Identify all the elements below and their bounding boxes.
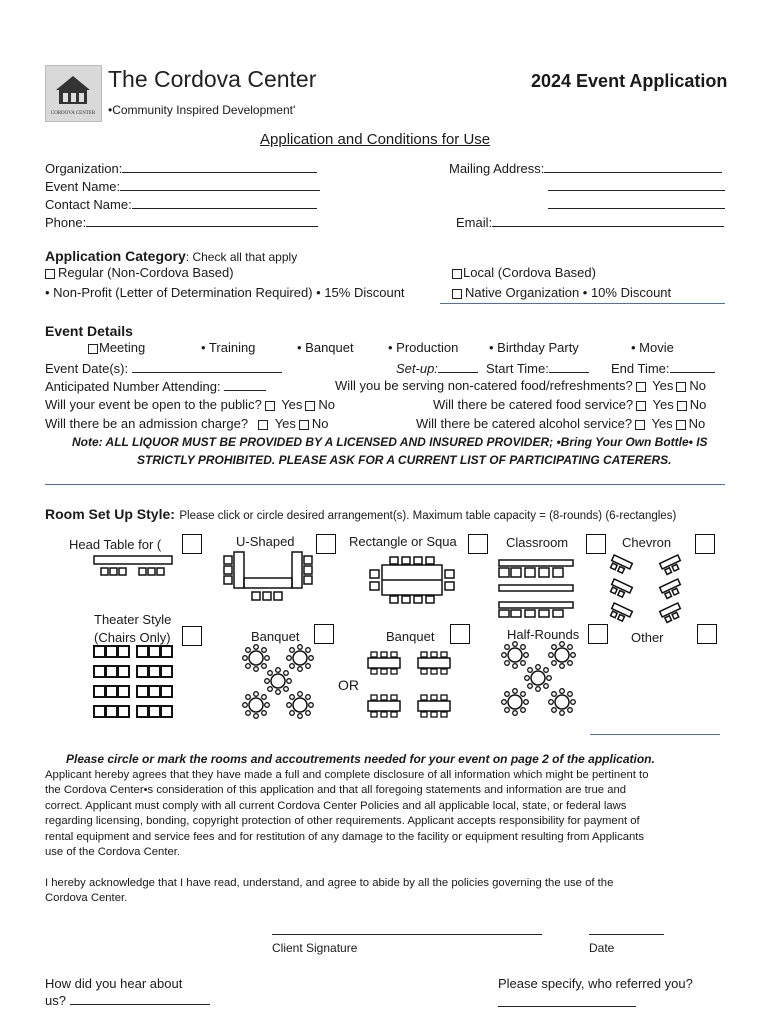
halfrounds-label: Half-Rounds — [507, 627, 580, 642]
theater-diagram — [93, 645, 175, 720]
date-line[interactable] — [589, 934, 664, 935]
head-table-diagram — [93, 555, 173, 579]
classroom-checkbox[interactable] — [586, 534, 606, 554]
native-checkbox[interactable] — [452, 289, 462, 299]
mailing-address-label: Mailing Address: — [449, 160, 722, 176]
category-nonprofit[interactable]: • Non-Profit (Letter of Determination Required) • 15% Discount — [45, 285, 405, 300]
theater-label-1: Theater Style — [94, 612, 172, 627]
terms-line: regarding licensing, bonding, copyright protection of other requirements. Applicant accepts responsibility for payment of — [45, 815, 640, 828]
noncatered-question: Will you be serving non-catered food/refreshments? Yes No — [335, 378, 706, 393]
ushaped-label: U-Shaped — [236, 534, 295, 549]
event-type-production[interactable]: • Production — [388, 340, 459, 355]
attending-label: Anticipated Number Attending: — [45, 378, 266, 394]
mailing-address-line-2[interactable] — [548, 190, 725, 191]
org-title: The Cordova Center — [108, 66, 317, 92]
end-time-field[interactable] — [670, 360, 715, 373]
theater-label-2: (Chairs Only) — [94, 630, 171, 645]
mailing-address-line-3[interactable] — [548, 208, 725, 209]
banquet-label-2: Banquet — [386, 629, 435, 644]
divider — [45, 484, 725, 485]
liquor-note-line-2: STRICTLY PROHIBITED. PLEASE ASK FOR A CURRENT LIST OF PARTICIPATING CATERERS. — [137, 453, 672, 467]
rectangle-diagram — [366, 555, 461, 605]
application-title: 2024 Event Application — [531, 71, 728, 91]
email-field[interactable] — [492, 214, 724, 227]
referred-field[interactable] — [498, 1006, 636, 1007]
hear-about-label-2: us? — [45, 992, 210, 1008]
public-no-checkbox[interactable] — [305, 401, 315, 411]
catered-no-checkbox[interactable] — [677, 401, 687, 411]
room-setup-heading: Room Set Up Style: Please click or circle desired arrangement(s). Maximum table capacity = (8-rounds) (6-rectangles) — [45, 506, 677, 522]
setup-field[interactable] — [438, 360, 478, 373]
terms-line: rental equipment and service fees and for restitution of any damage to the facility or equipment resulting from Applicants — [45, 830, 645, 843]
phone-label: Phone: — [45, 214, 318, 230]
banquet-label-1: Banquet — [251, 629, 300, 644]
event-type-training[interactable]: • Training — [201, 340, 256, 355]
circle-note: Please circle or mark the rooms and accoutrements needed for your event on page 2 of the application. — [66, 752, 655, 766]
hear-about-field[interactable] — [70, 992, 210, 1005]
logo-text: CORDOVA CENTER — [50, 111, 96, 116]
noncatered-yes-checkbox[interactable] — [636, 382, 646, 392]
org-tagline: •Community Inspired Development' — [108, 103, 296, 117]
noncatered-no-checkbox[interactable] — [676, 382, 686, 392]
mailing-address-field[interactable] — [544, 160, 722, 173]
chevron-label: Chevron — [622, 535, 672, 550]
attending-field[interactable] — [224, 378, 266, 391]
terms-line: the Cordova Center•s consideration of this application and that all foregoing statements and information are true and — [45, 784, 627, 797]
terms-paragraph-1 — [45, 768, 648, 860]
start-time-label: Start Time: — [486, 360, 589, 376]
divider — [440, 303, 725, 304]
classroom-label: Classroom — [506, 535, 569, 550]
terms-line: I hereby acknowledge that I have read, understand, and agree to abide by all the policies governing the use of the — [45, 877, 614, 889]
other-checkbox[interactable] — [697, 624, 717, 644]
catered-question: Will there be catered food service? Yes No — [433, 397, 707, 412]
alcohol-question: Will there be catered alcohol service? Yes No — [416, 416, 706, 431]
admission-yes-checkbox[interactable] — [258, 420, 268, 430]
start-time-field[interactable] — [549, 360, 589, 373]
event-type-banquet[interactable]: • Banquet — [297, 340, 354, 355]
halfrounds-checkbox[interactable] — [588, 624, 608, 644]
banquet-rect-diagram — [364, 650, 459, 722]
ushaped-checkbox[interactable] — [316, 534, 336, 554]
event-type-birthday[interactable]: • Birthday Party — [489, 340, 579, 355]
regular-checkbox[interactable] — [45, 269, 55, 279]
event-details-heading: Event Details — [45, 323, 133, 339]
building-icon — [46, 66, 101, 121]
rectangle-checkbox[interactable] — [468, 534, 488, 554]
organization-field[interactable] — [122, 160, 317, 173]
local-checkbox[interactable] — [452, 269, 462, 279]
category-heading: Application Category: Check all that apply — [45, 248, 298, 264]
setup-label: Set-up: — [396, 360, 478, 376]
event-type-movie[interactable]: • Movie — [631, 340, 674, 355]
event-dates-label: Event Date(s): — [45, 360, 282, 376]
public-yes-checkbox[interactable] — [265, 401, 275, 411]
rectangle-label: Rectangle or Squa — [349, 534, 457, 549]
ushaped-diagram — [222, 550, 317, 605]
category-regular[interactable]: Regular (Non-Cordova Based) — [45, 265, 234, 280]
chevron-checkbox[interactable] — [695, 534, 715, 554]
email-label: Email: — [456, 214, 724, 230]
logo — [45, 65, 102, 122]
or-label: OR — [338, 677, 359, 693]
hear-about-label-1: How did you hear about — [45, 976, 183, 991]
organization-label: Organization: — [45, 160, 317, 176]
theater-checkbox[interactable] — [182, 626, 202, 646]
alcohol-no-checkbox[interactable] — [676, 420, 686, 430]
admission-question: Will there be an admission charge? Yes No — [45, 416, 329, 431]
client-signature-label: Client Signature — [272, 941, 358, 955]
contact-name-label: Contact Name: — [45, 196, 317, 212]
date-label: Date — [589, 941, 615, 955]
phone-field[interactable] — [86, 214, 318, 227]
liquor-note-line-1: Note: ALL LIQUOR MUST BE PROVIDED BY A LICENSED AND INSURED PROVIDER; •Bring Your Own Bottle• IS — [72, 435, 708, 449]
catered-yes-checkbox[interactable] — [636, 401, 646, 411]
chevron-diagram — [608, 550, 688, 625]
terms-line: correct. Applicant must comply with all current Cordova Center Policies and all applicable local, state, or federal laws — [45, 799, 627, 812]
admission-no-checkbox[interactable] — [299, 420, 309, 430]
classroom-diagram — [497, 558, 577, 618]
event-type-meeting[interactable]: Meeting — [88, 340, 145, 355]
referred-label: Please specify, who referred you? — [498, 976, 693, 991]
head-table-checkbox[interactable] — [182, 534, 202, 554]
terms-line: Cordova Center. — [45, 892, 128, 905]
category-native[interactable]: Native Organization • 10% Discount — [452, 285, 671, 300]
meeting-checkbox[interactable] — [88, 344, 98, 354]
head-table-label: Head Table for ( — [69, 537, 162, 552]
banquet-rect-checkbox[interactable] — [450, 624, 470, 644]
halfrounds-diagram — [495, 640, 585, 720]
terms-line: Applicant hereby agrees that they have made a full and complete disclosure of all information which might be pertinent to — [45, 769, 649, 781]
client-signature-line[interactable] — [272, 934, 542, 935]
divider — [590, 734, 720, 735]
terms-line: use of the Cordova Center. — [45, 846, 181, 859]
event-name-label: Event Name: — [45, 178, 320, 194]
end-time-label: End Time: — [611, 360, 715, 376]
event-dates-field[interactable] — [132, 360, 282, 373]
event-name-field[interactable] — [120, 178, 320, 191]
banquet-round-checkbox[interactable] — [314, 624, 334, 644]
category-local[interactable]: Local (Cordova Based) — [452, 265, 596, 280]
banquet-round-diagram — [236, 643, 321, 723]
alcohol-yes-checkbox[interactable] — [635, 420, 645, 430]
other-label: Other — [631, 630, 664, 645]
public-question: Will your event be open to the public? Yes No — [45, 397, 336, 412]
terms-paragraph-2 — [45, 876, 613, 907]
section-title: Application and Conditions for Use — [260, 131, 491, 148]
contact-name-field[interactable] — [132, 196, 317, 209]
